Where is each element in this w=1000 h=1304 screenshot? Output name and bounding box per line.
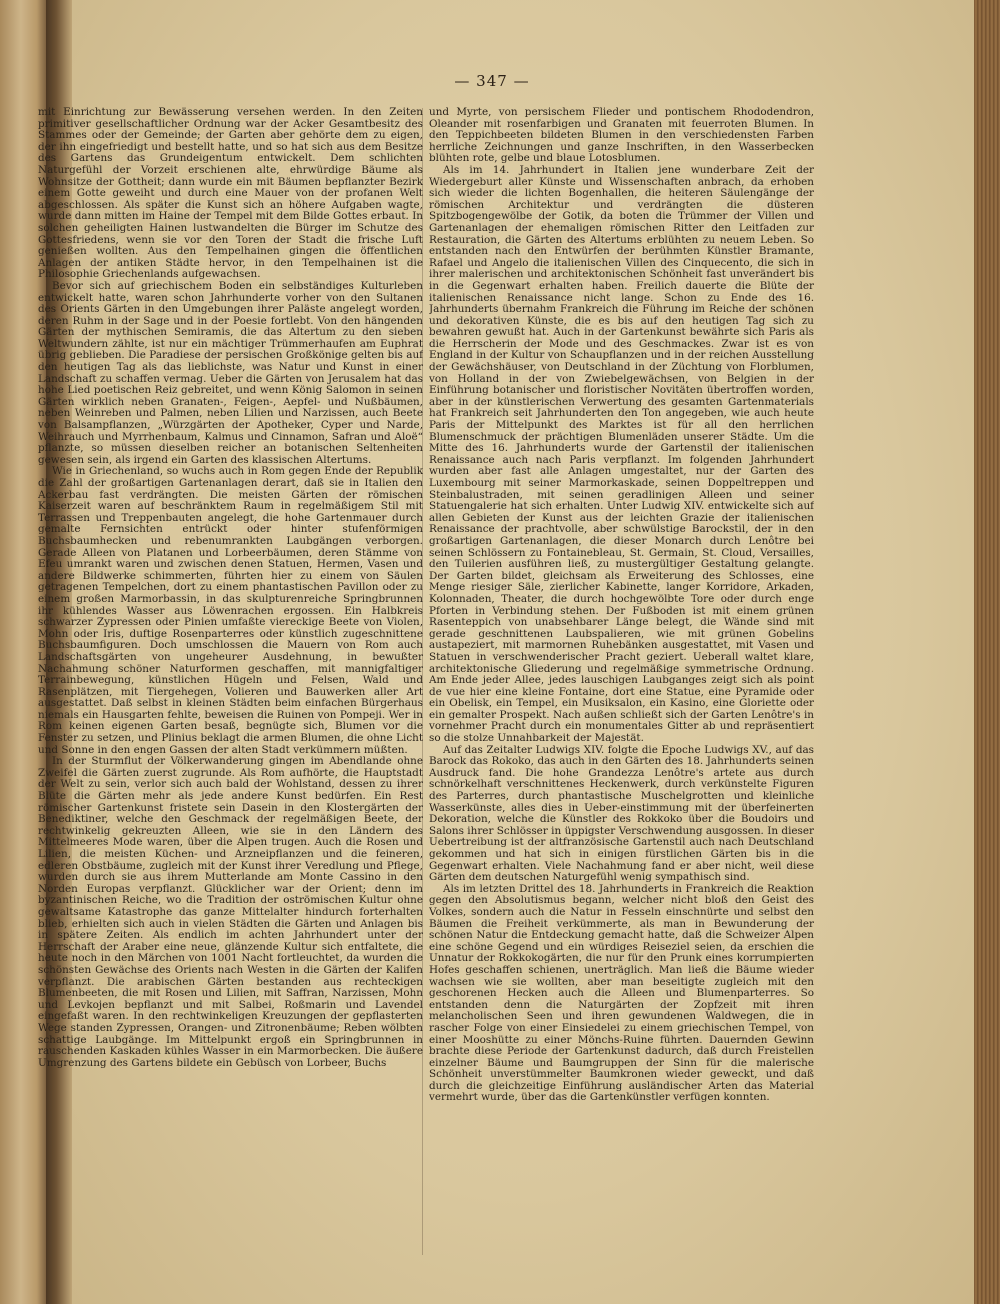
text-column-left (38, 107, 423, 1257)
book-fore-edge (974, 0, 1000, 1304)
paragraph: Als im 14. Jahrhundert in Italien jene wunderbare Zeit der Wiedergeburt aller Künste und Wissenschaften anbrach, da erhoben sich wieder die lichten Bogenhallen, die heiteren Säulengänge der römischen Architektur und verdrängten die düsteren Spitzbogengewölbe der Gotik, da boten die Trümmer der Villen und Gartenanlagen der ehemaligen römischen Ritter den Leitfaden zur Restauration, die Gärten des Altertums erblühten zu neuem Leben. So entstanden nach den Entwürfen der berühmten Künstler Bramante, Rafael und Angelo die italienischen Villen des Cinquecento, die sich in ihrer malerischen und architektonischen Schönheit fast unverändert bis in die Gegenwart erhalten haben. Freilich dauerte die Blüte der italienischen Renaissance nicht lange. Schon zu Ende des 16. Jahrhunderts übernahm Frankreich die Führung im Reiche der schönen und dekorativen Künste, die es bis auf den heutigen Tag sich zu bewahren gewußt hat. Auch in der Gartenkunst bewährte sich Paris als die Herrscherin der Mode und des Geschmackes. Zwar ist es von England in der Kultur von Schaupflanzen und in der reichen Ausstellung der Gewächshäuser, von Deutschland in der Züchtung von Florblumen, von Holland in der von Zwiebelgewächsen, von Belgien in der Einführung botanischer und floristischer Novitäten übertroffen worden, aber in der künstlerischen Verwertung des gesamten Gartenmaterials hat Frankreich seit Jahrhunderten den Ton angegeben, wie auch heute Paris der Mittelpunkt des Marktes ist für all den herrlichen Blumenschmuck der prächtigen Blumenläden unserer Städte. Um die Mitte des 16. Jahrhunderts wurde der Gartenstil der italienischen Renaissance auch nach Paris verpflanzt. Im folgenden Jahrhundert wurden aber fast alle Anlagen umgestaltet, nur der Garten des Luxembourg mit seiner Marmorkaskade, seinen Doppeltreppen und Steinbalustraden, mit seinen geradlinigen Alleen und seiner Statuengalerie hat sich erhalten. Unter Ludwig XIV. entwickelte sich auf allen Gebieten der Kunst aus der leichten Grazie der italienischen Renaissance der prachtvolle, aber schwülstige Barockstil, der in den großartigen Gartenanlagen, die dieser Monarch durch Lenôtre bei seinen Schlössern zu Fontainebleau, St. Germain, St. Cloud, Versailles, den Tuilerien ausführen ließ, zu mustergültiger Gestaltung gelangte. Der Garten bildet, gleichsam als Erweiterung des Schlosses, eine Menge riesiger Säle, zierlicher Kabinette, langer Korridore, Arkaden, Kolonnaden, Theater, die durch hochgewölbte Tore oder durch enge Pforten in Verbindung stehen. Der Fußboden ist mit einem grünen Rasenteppich von unabsehbarer Länge belegt, die Wände sind mit gerade geschnittenen Laubspalieren, wie mit grünen Gobelins austapeziert, mit marmornen Ruhebänken ausgestattet, mit Vasen und Statuen in verschwenderischer Pracht geziert. Ueberall waltet klare, architektonische Gliederung und regelmäßige symmetrische Ordnung. Am Ende jeder Allee, jedes lauschigen Laubganges zeigt sich als point de vue hier eine kleine Fontaine, dort eine Statue, eine Pyramide oder ein Obelisk, ein Tempel, ein Musiksalon, ein Kasino, eine Gloriette oder ein gemalter Prospekt. Nach außen schließt sich der Garten Lenôtre's in vornehmer Pracht durch ein monumentales Gitter ab und repräsentiert so die stolze Unnahbarkeit der Majestät. (429, 163, 814, 745)
paragraph: Bevor sich auf griechischem Boden ein selbständiges Kulturleben entwickelt hatte, waren schon Jahrhunderte vorher von den Sultanen des Orients Gärten in den Umgebungen ihrer Paläste angelegt worden, deren Ruhm in der Sage und in der Poesie fortlebt. Von den hängenden Gärten der mythischen Semiramis, die das Altertum zu den sieben Weltwundern zählte, ist nur ein mächtiger Trümmerhaufen am Euphrat übrig geblieben. Die Paradiese der persischen Großkönige gelten bis auf den heutigen Tag als das lieblichste, was Natur und Kunst in einer Landschaft zu schaffen vermag. Ueber die Gärten von Jerusalem hat das hohe Lied poetischen Reiz gebreitet, und wenn König Salomon in seinen Gärten wirklich neben Granaten-, Feigen-, Aepfel- und Nußbäumen, neben Weinreben und Palmen, neben Lilien und Narzissen, auch Beete von Balsampflanzen, „Würzgärten der Apotheker, Cyper und Narde, Weihrauch und Myrrhenbaum, Kalmus und Cinnamon, Safran und Aloë“ pflanzte, so müssen dieselben reicher an botanischen Seltenheiten gewesen sein, als irgend ein Garten des klassischen Altertums. (38, 279, 423, 466)
text-column-right (429, 107, 814, 1257)
paragraph: Auf das Zeitalter Ludwigs XIV. folgte die Epoche Ludwigs XV., auf das Barock das Rokoko, das auch in den Gärten des 18. Jahrhunderts seinen Ausdruck fand. Die hohe Grandezza Lenôtre's artete aus durch schnörkelhaft verschnittenes Heckenwerk, durch verkünstelte Figuren des Parterres, durch phantastische Muschelgrotten und kleinliche Wasserkünste, alles dies in Ueber-einstimmung mit der überfeinerten Dekoration, welche die Künstler des Rokkoko über die Boudoirs und Salons ihrer Schlösser in üppigster Verschwendung ausgossen. In dieser Uebertreibung ist der altfranzösische Gartenstil auch nach Deutschland gekommen und hat sich in einigen fürstlichen Gärten bis in die Gegenwart erhalten. Viele Nachahmung fand er aber nicht, weil diese Gärten dem deutschen Naturgefühl wenig sympathisch sind. (429, 743, 814, 884)
paragraph: mit Einrichtung zur Bewässerung versehen werden. In den Zeiten primitiver gesellschaftlicher Ordnung war der Acker Gesamtbesitz des Stammes oder der Gemeinde; der Garten aber gehörte dem zu eigen, der ihn eingefriedigt und bestellt hatte, und so hat sich aus dem Besitze des Gartens das Grundeigentum entwickelt. Dem schlichten Naturgefühl der Vorzeit erschienen alte, ehrwürdige Bäume als Wohnsitze der Gottheit; dann wurde ein mit Bäumen bepflanzter Bezirk einem Gotte geweiht und durch eine Mauer von der profanen Welt abgeschlossen. Als später die Kunst sich an höhere Aufgaben wagte, wurde dann mitten im Haine der Tempel mit dem Bilde Gottes erbaut. In solchen geheiligten Hainen lustwandelten die Bürger im Schutze des Gottesfriedens, wenn sie vor den Toren der Stadt die frische Luft genießen wollten. Aus den Tempelhainen gingen die öffentlichen Anlagen der antiken Städte hervor, in den Tempelhainen ist die Philosophie Griechenlands aufgewachsen. (38, 107, 423, 281)
paragraph: Als im letzten Drittel des 18. Jahrhunderts in Frankreich die Reaktion gegen den Absolutismus begann, welcher nicht bloß den Geist des Volkes, sondern auch die Natur in Fesseln einschnürte und selbst den Bäumen die Freiheit verkümmerte, als man in Bewunderung der schönen Natur die Entdeckung gemacht hatte, daß die Schweizer Alpen eine schöne Gegend und ein würdiges Reiseziel seien, da erschien die Unnatur der Rokkokogärten, die nur für den Prunk eines korrumpierten Hofes geschaffen schienen, unerträglich. Man ließ die Bäume wieder wachsen wie sie wollten, aber man beseitigte zugleich mit den geschorenen Hecken auch die Alleen und Blumenparterres. So entstanden denn die Naturgärten der Zopfzeit mit ihren melancholischen Seen und ihren gewundenen Waldwegen, die in rascher Folge von einer Einsiedelei zu einem griechischen Tempel, von einer Mooshütte zu einer Mönchs-Ruine führten. Dauernden Gewinn brachte diese Periode der Gartenkunst dadurch, daß durch Freistellen einzelner Bäume und Baumgruppen der Sinn für die malerische Schönheit unverstümmelter Baumkronen wieder geweckt, und daß durch die gleichzeitige Einführung ausländischer Arten das Material vermehrt wurde, über das die Gartenkünstler verfügen konnten. (429, 882, 814, 1104)
page-number: — 347 — (454, 72, 530, 90)
paragraph: Wie in Griechenland, so wuchs auch in Rom gegen Ende der Republik die Zahl der großartigen Gartenanlagen derart, daß sie in Italien den Ackerbau fast verdrängten. Die meisten Gärten der römischen Kaiserzeit waren auf beschränktem Raum in regelmäßigem Stil mit Terrassen und Treppenbauten angelegt, die hohe Gartenmauer durch gemalte Fernsichten entrückt oder hinter stufenförmigen Buchsbaumhecken und rebenumrankten Laubgängen verborgen. Gerade Alleen von Platanen und Lorbeerbäumen, deren Stämme von Efeu umrankt waren und zwischen denen Statuen, Hermen, Vasen und andere Bildwerke schimmerten, führten hier zu einem von Säulen getragenen Tempelchen, dort zu einem phantastischen Pavillon oder zu einem großen Marmorbassin, in das skulpturenreiche Springbrunnen ihr kühlendes Wasser aus Löwenrachen ergossen. Ein Halbkreis schwarzer Zypressen oder Pinien umfaßte viereckige Beete von Violen, Mohn oder Iris, duftige Rosenparterres oder künstlich zugeschnittene Buchsbaumfiguren. Doch umschlossen die Mauern von Rom auch Landschaftsgärten von ungeheurer Ausdehnung, in bewußter Nachahmung schöner Naturformen geschaffen, mit mannigfaltiger Terrainbewegung, künstlichen Hügeln und Felsen, Wald und Rasenplätzen, mit Tiergehegen, Volieren und Bauwerken aller Art ausgestattet. Daß selbst in kleinen Städten beim einfachen Bürgerhaus niemals ein Hausgarten fehlte, beweisen die Ruinen von Pompeji. Wer in Rom keinen eigenen Garten besaß, begnügte sich, Blumen vor die Fenster zu setzen, und Plinius beklagt die armen Blumen, die ohne Licht und Sonne in den engen Gassen der alten Stadt verkümmern müßten. (38, 465, 423, 756)
paragraph: In der Sturmflut der Völkerwanderung gingen im Abendlande ohne Zweifel die Gärten zuerst zugrunde. Als Rom aufhörte, die Hauptstadt der Welt zu sein, verlor sich auch bald der Wohlstand, dessen zu ihrer Blüte die Gärten mehr als jede andere Kunst bedürfen. Ein Rest römischer Gartenkunst fristete sein Dasein in den Klostergärten der Benediktiner, welche den Geschmack der regelmäßigen Beete, der rechtwinkelig gekreuzten Alleen, wie sie in den Ländern des Mittelmeeres Mode waren, über die Alpen trugen. Auch die Rosen und Lilien, die meisten Küchen- und Arzneipflanzen und die feineren, edleren Obstbäume, zugleich mit der Kunst ihrer Veredlung und Pflege, wurden durch sie aus ihrem Mutterlande am Monte Cassino in den Norden Europas verpflanzt. Glücklicher war der Orient; denn im byzantinischen Reiche, wo die Tradition der oströmischen Kultur ohne gewaltsame Katastrophe das ganze Mittelalter hindurch forterhalten blieb, erhielten sich auch in vielen Städten die Gärten und Anlagen bis in spätere Zeiten. Als endlich im achten Jahrhundert unter der Herrschaft der Araber eine neue, glänzende Kultur sich entfaltete, die heute noch in den Märchen von 1001 Nacht fortleuchtet, da wurden die schönsten Gewächse des Orients nach Westen in die Gärten der Kalifen verpflanzt. Die arabischen Gärten bestanden aus rechteckigen Blumenbeeten, die mit Rosen und Lilien, mit Saffran, Narzissen, Mohn und Levkojen bepflanzt und mit Salbei, Roßmarin und Lavendel eingefaßt waren. In den rechtwinkeligen Kreuzungen der gepflasterten Wege standen Zypressen, Orangen- und Zitronenbäume; Reben wölbten schattige Laubgänge. Im Mittelpunkt ergoß ein Springbrunnen in rauschenden Kaskaden kühles Wasser in ein Marmorbecken. Die äußere Umgrenzung des Gartens bildete ein Gebüsch von Lorbeer, Buchs (38, 755, 423, 1069)
paragraph: und Myrte, von persischem Flieder und pontischem Rhododendron, Oleander mit rosenfarbigen und Granaten mit feuerroten Blumen. In den Teppichbeeten bildeten Blumen in den verschiedensten Farben herrliche Zeichnungen und ganze Inschriften, in den Wasserbecken blühten rote, gelbe und blaue Lotosblumen. (429, 107, 814, 165)
